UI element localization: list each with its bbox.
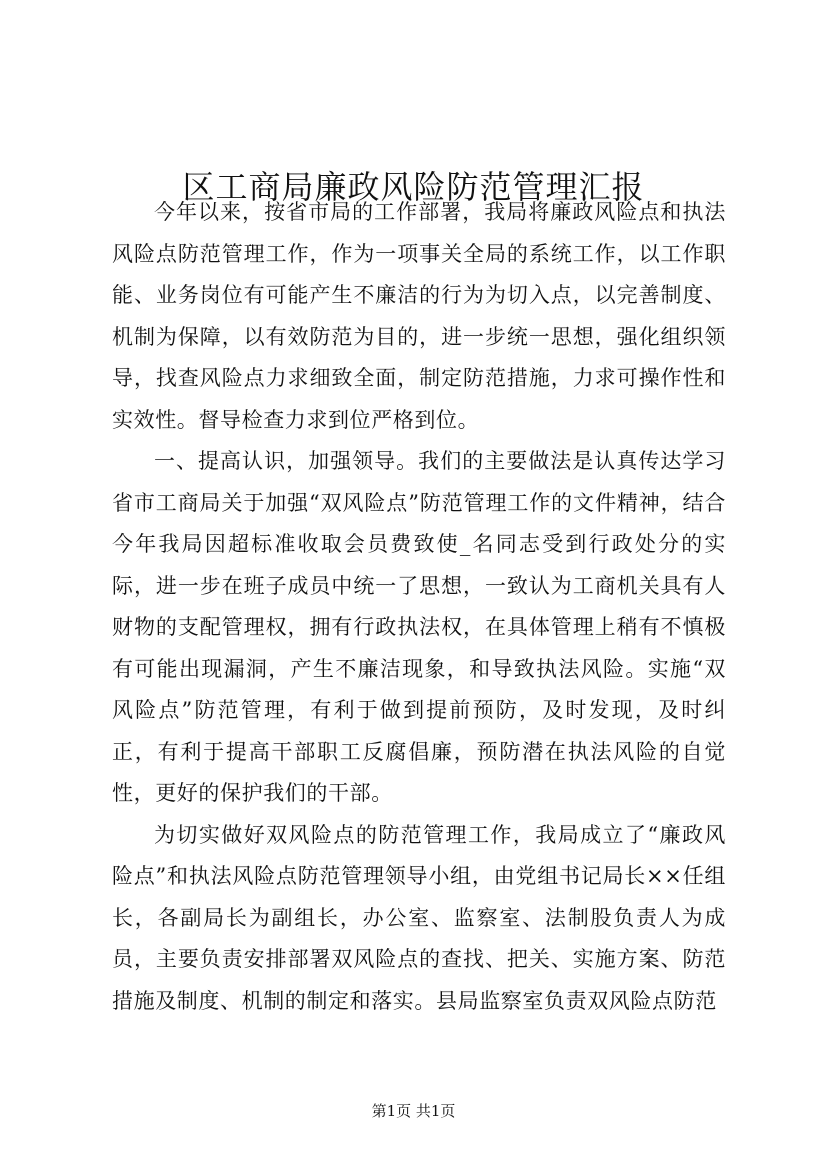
paragraph-intro: 今年以来，按省市局的工作部署，我局将廉政风险点和执法风险点防范管理工作，作为一项事关全局的系统工作，以工作职能、业务岗位有可能产生不廉洁的行为为切入点，以完善制度、机制为保障，以有效防范为目的，进一步统一思想，强化组织领导，找查风险点力求细致全面，制定防范措施，力求可操作性和实效性。督导检查力求到位严格到位。 <box>112 200 726 432</box>
document-body <box>112 192 726 1022</box>
paragraph-section-one: 一、提高认识，加强领导。我们的主要做法是认真传达学习省市工商局关于加强“双风险点”防范管理工作的文件精神，结合今年我局因超标准收取会员费致使_名同志受到行政处分的实际，进一步在班子成员中统一了思想，一致认为工商机关具有人财物的支配管理权，拥有行政执法权，在具体管理上稍有不慎极有可能出现漏洞，产生不廉洁现象，和导致执法风险。实施“双风险点”防范管理，有利于做到提前预防，及时发现，及时纠正，有利于提高干部职工反腐倡廉，预防潜在执法风险的自觉性，更好的保护我们的干部。 <box>112 449 726 805</box>
page-number-footer: 第1页 共1页 <box>371 1102 456 1120</box>
paragraph-leadership-group: 为切实做好双风险点的防范管理工作，我局成立了“廉政风险点”和执法风险点防范管理领导小组，由党组书记局长××任组长，各副局长为副组长，办公室、监察室、法制股负责人为成员，主要负责安排部署双风险点的查找、把关、实施方案、防范措施及制度、机制的制定和落实。县局监察室负责双风险点防范 <box>112 822 726 1013</box>
document-title: 区工商局廉政风险防范管理汇报 <box>182 168 645 207</box>
